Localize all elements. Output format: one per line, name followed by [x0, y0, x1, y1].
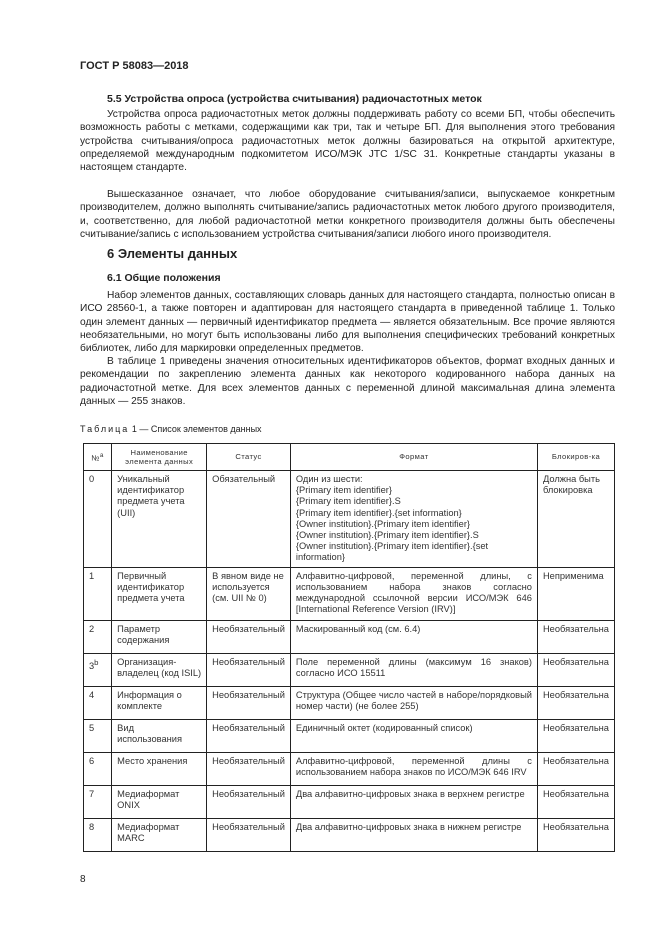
- cell-lock: Необязательна: [537, 653, 614, 686]
- cell-num: 7: [84, 785, 112, 818]
- table-caption-text: 1 — Список элементов данных: [131, 424, 262, 434]
- paragraph: Вышесказанное означает, что любое оборудование считывания/записи, выпускаемое конкретным производителем, должно выполнять считывание/запись радиочастотных меток любого другого производителя, и, соответственно, для любой радиочастотной метки конкретного производителя должны быть обеспечены считывание/запись с использованием устройства считывания/записи любого иного производителя.: [80, 189, 615, 240]
- cell-lock: Неприменима: [537, 567, 614, 620]
- cell-num: 4: [84, 686, 112, 719]
- paragraph: Устройства опроса радиочастотных меток должны поддерживать работу со всеми БП, чтобы обеспечить возможность работы с метками, содержащими как три, так и четыре БП. Для выполнения этого требования устройства считывания/опроса радиочастотных меток должны базироваться на открытой архитектуре, определяемой международным подкомитетом ИСО/МЭК JTC 1/SC 31. Конкретные стандарты указаны в настоящем стандарте.: [80, 109, 615, 174]
- cell-format: [290, 567, 537, 620]
- format-line: Алфавитно-цифровой, переменной длины с использованием набора знаков по ИСО/МЭК 646 IRV: [295, 755, 532, 777]
- cell-format: [290, 752, 537, 785]
- cell-format: [290, 471, 537, 568]
- cell-num: 8: [84, 818, 112, 851]
- format-line: {Owner institution}.{Primary item identifier}: [295, 518, 471, 529]
- cell-status: Необязательный: [207, 785, 291, 818]
- cell-status: Необязательный: [207, 752, 291, 785]
- section-5-5-title: 5.5 Устройства опроса (устройства считывания) радиочастотных меток: [107, 93, 482, 105]
- format-line: {Primary item identifier}: [295, 485, 393, 496]
- cell-status: Необязательный: [207, 653, 291, 686]
- cell-format: [290, 818, 537, 851]
- cell-lock: Необязательна: [537, 719, 614, 752]
- cell-lock: Необязательна: [537, 752, 614, 785]
- cell-format: [290, 785, 537, 818]
- cell-name: Медиаформат ONIX: [112, 785, 207, 818]
- cell-status: Необязательный: [207, 818, 291, 851]
- table-row: [84, 653, 615, 686]
- cell-format: [290, 719, 537, 752]
- cell-lock: Необязательна: [537, 620, 614, 653]
- cell-status: Необязательный: [207, 719, 291, 752]
- format-line: Один из шести:: [295, 474, 363, 484]
- cell-name: Параметр содержания: [112, 620, 207, 653]
- section-6-title: 6 Элементы данных: [107, 246, 238, 261]
- cell-lock: Необязательна: [537, 686, 614, 719]
- format-line: {Primary item identifier}.S: [295, 496, 401, 507]
- cell-num: 0: [84, 471, 112, 568]
- section-6-1-title: 6.1 Общие положения: [107, 272, 221, 284]
- document-id: ГОСТ Р 58083—2018: [80, 60, 189, 72]
- table-row: [84, 719, 615, 752]
- header-name: Наименование элемента данных: [112, 444, 207, 471]
- cell-num: 5: [84, 719, 112, 752]
- cell-lock: Необязательна: [537, 785, 614, 818]
- cell-lock: Необязательна: [537, 818, 614, 851]
- table-row: [84, 471, 615, 568]
- table-row: [84, 686, 615, 719]
- format-line: Маскированный код (см. 6.4): [295, 623, 421, 634]
- cell-status: Необязательный: [207, 686, 291, 719]
- cell-format: [290, 686, 537, 719]
- table-row: [84, 620, 615, 653]
- cell-status: Обязательный: [207, 471, 291, 568]
- format-line: {Owner institution}.{Primary item identifier}.{set information}: [295, 541, 489, 563]
- cell-format: [290, 620, 537, 653]
- format-line: {Primary item identifier}.{set information}: [295, 507, 462, 518]
- page-number: 8: [80, 874, 86, 885]
- header-lock: Блокиров-ка: [537, 444, 614, 471]
- cell-lock: Должна быть блокировка: [537, 471, 614, 568]
- table-caption-label: Таблица: [80, 424, 130, 434]
- cell-name: Организация-владелец (код ISIL): [112, 653, 207, 686]
- header-format: Формат: [290, 444, 537, 471]
- cell-name: Вид использования: [112, 719, 207, 752]
- cell-num: 1: [84, 567, 112, 620]
- cell-num: 2: [84, 620, 112, 653]
- table-row: [84, 567, 615, 620]
- format-line: Поле переменной длины (максимум 16 знаков) согласно ИСО 15511: [295, 656, 532, 678]
- format-line: {Owner institution}.{Primary item identifier}.S: [295, 530, 479, 541]
- cell-name: Уникальный идентификатор предмета учета (UII): [112, 471, 207, 568]
- cell-num: 6: [84, 752, 112, 785]
- format-line: Структура (Общее число частей в наборе/порядковый номер части) (не более 255): [295, 689, 532, 711]
- cell-name: Медиаформат MARC: [112, 818, 207, 851]
- format-line: Два алфавитно-цифровых знака в нижнем регистре: [295, 821, 522, 832]
- table-caption: [80, 424, 262, 434]
- cell-num: 3$^b$: [84, 653, 112, 686]
- table-header-row: [84, 444, 615, 471]
- data-elements-table: [83, 443, 615, 852]
- header-status: Статус: [207, 444, 291, 471]
- format-line: Два алфавитно-цифровых знака в верхнем регистре: [295, 788, 525, 799]
- paragraph: Набор элементов данных, составляющих словарь данных для настоящего стандарта, полностью описан в ИСО 28560-1, а также повторен и адаптирован для настоящего стандарта в приведенной таблице 1. Только один элемент данных — первичный идентификатор предмета — является обязательным. Все прочие являются необязательными, но могут быть использованы либо для выполнения специфических требований конкретных библиотек, либо для маркировки определенных предметов.: [80, 290, 615, 355]
- cell-status: Необязательный: [207, 620, 291, 653]
- table-row: [84, 785, 615, 818]
- format-line: Алфавитно-цифровой, переменной длины, с использованием набора знаков согласно международной ссылочной версии ИСО/МЭК 646 [International Reference Version (IRV)]: [295, 570, 532, 615]
- format-line: Единичный октет (кодированный список): [295, 722, 473, 733]
- paragraph: В таблице 1 приведены значения относительных идентификаторов объектов, формат входных данных и рекомендации по закреплению элемента данных как некоторого кодированного набора данных на радиочастотной метке. Для всех элементов данных с переменной длиной максимальная длина элемента данных — 255 знаков.: [80, 356, 615, 407]
- table-row: [84, 752, 615, 785]
- cell-name: Информация о комплекте: [112, 686, 207, 719]
- cell-name: Первичный идентификатор предмета учета: [112, 567, 207, 620]
- table-row: [84, 818, 615, 851]
- header-num: №$^a$: [84, 444, 112, 471]
- cell-format: [290, 653, 537, 686]
- cell-name: Место хранения: [112, 752, 207, 785]
- cell-status: В явном виде не используется (см. UII № 0): [207, 567, 291, 620]
